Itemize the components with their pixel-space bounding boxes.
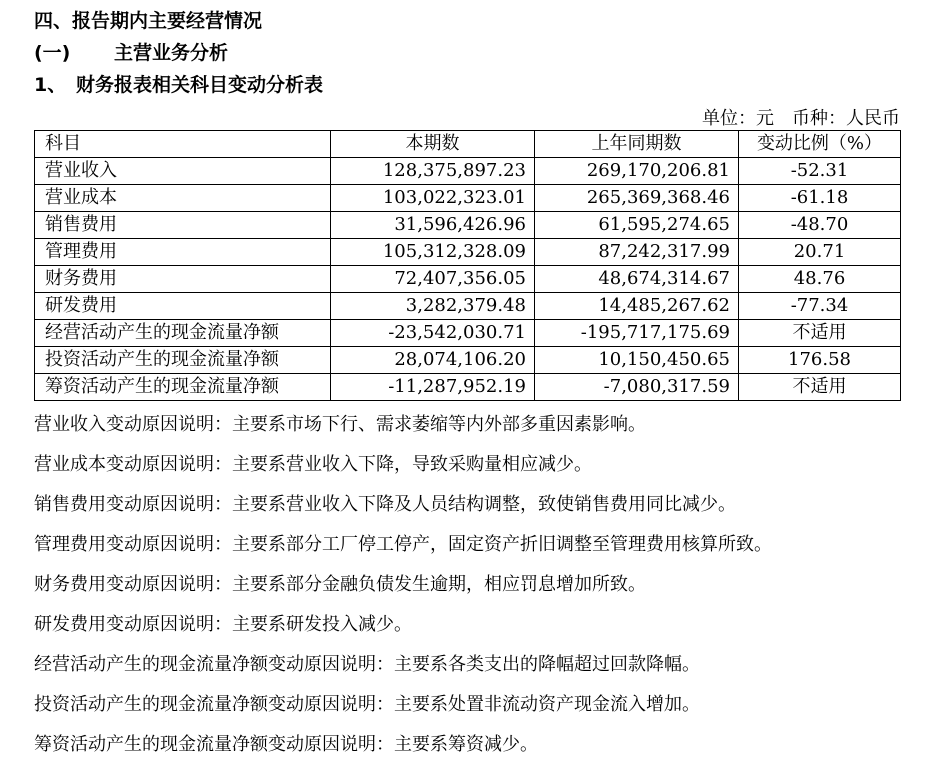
- cell-subject: 管理费用: [35, 239, 331, 266]
- cell-ratio: 20.71: [739, 239, 901, 266]
- cell-current: 28,074,106.20: [331, 347, 535, 374]
- cell-prior: 269,170,206.81: [535, 158, 739, 185]
- header-subject: 科目: [35, 131, 331, 158]
- table-row: [35, 185, 901, 212]
- cell-subject: 筹资活动产生的现金流量净额: [35, 374, 331, 401]
- item-number: 1、: [34, 74, 67, 96]
- cell-prior: 10,150,450.65: [535, 347, 739, 374]
- cell-ratio: 176.58: [739, 347, 901, 374]
- header-prior-period: 上年同期数: [535, 131, 739, 158]
- cell-current: 3,282,379.48: [331, 293, 535, 320]
- cell-ratio: 不适用: [739, 320, 901, 347]
- note-selling-expense: 销售费用变动原因说明：主要系营业收入下降及人员结构调整，致使销售费用同比减少。: [34, 494, 736, 515]
- note-revenue: 营业收入变动原因说明：主要系市场下行、需求萎缩等内外部多重因素影响。: [34, 414, 646, 435]
- subsection-title: 主营业务分析: [114, 42, 229, 64]
- cell-subject: 经营活动产生的现金流量净额: [35, 320, 331, 347]
- table-row: [35, 266, 901, 293]
- cell-prior: 61,595,274.65: [535, 212, 739, 239]
- note-admin-expense: 管理费用变动原因说明：主要系部分工厂停工停产，固定资产折旧调整至管理费用核算所致。: [34, 534, 772, 555]
- cell-current: 128,375,897.23: [331, 158, 535, 185]
- table-row: [35, 347, 901, 374]
- cell-current: 103,022,323.01: [331, 185, 535, 212]
- cell-ratio: -61.18: [739, 185, 901, 212]
- cell-ratio: 不适用: [739, 374, 901, 401]
- cell-prior: 14,485,267.62: [535, 293, 739, 320]
- header-change-ratio: 变动比例（%）: [739, 131, 901, 158]
- cell-current: 72,407,356.05: [331, 266, 535, 293]
- item-heading: [34, 70, 323, 97]
- cell-subject: 投资活动产生的现金流量净额: [35, 347, 331, 374]
- table-header-row: [35, 131, 901, 158]
- item-title: 财务报表相关科目变动分析表: [76, 74, 324, 96]
- subsection-number: (一): [34, 42, 71, 64]
- table-row: [35, 293, 901, 320]
- cell-subject: 研发费用: [35, 293, 331, 320]
- cell-ratio: -52.31: [739, 158, 901, 185]
- note-operating-cashflow: 经营活动产生的现金流量净额变动原因说明：主要系各类支出的降幅超过回款降幅。: [34, 654, 700, 675]
- note-finance-expense: 财务费用变动原因说明：主要系部分金融负债发生逾期，相应罚息增加所致。: [34, 574, 646, 595]
- cell-ratio: -48.70: [739, 212, 901, 239]
- cell-prior: -7,080,317.59: [535, 374, 739, 401]
- cell-current: 31,596,426.96: [331, 212, 535, 239]
- header-current-period: 本期数: [331, 131, 535, 158]
- cell-subject: 财务费用: [35, 266, 331, 293]
- cell-subject: 营业收入: [35, 158, 331, 185]
- unit-currency-line: 单位：元 币种：人民币: [702, 108, 900, 129]
- cell-current: -23,542,030.71: [331, 320, 535, 347]
- note-operating-cost: 营业成本变动原因说明：主要系营业收入下降，导致采购量相应减少。: [34, 454, 592, 475]
- cell-subject: 销售费用: [35, 212, 331, 239]
- cell-current: -11,287,952.19: [331, 374, 535, 401]
- table-row: [35, 320, 901, 347]
- cell-ratio: -77.34: [739, 293, 901, 320]
- cell-prior: 87,242,317.99: [535, 239, 739, 266]
- note-rd-expense: 研发费用变动原因说明：主要系研发投入减少。: [34, 614, 412, 635]
- note-investing-cashflow: 投资活动产生的现金流量净额变动原因说明：主要系处置非流动资产现金流入增加。: [34, 694, 700, 715]
- cell-subject: 营业成本: [35, 185, 331, 212]
- table-row: [35, 374, 901, 401]
- cell-prior: 265,369,368.46: [535, 185, 739, 212]
- cell-prior: -195,717,175.69: [535, 320, 739, 347]
- subsection-heading: [34, 38, 228, 65]
- section-heading: 四、报告期内主要经营情况: [34, 10, 263, 32]
- table-row: [35, 158, 901, 185]
- note-financing-cashflow: 筹资活动产生的现金流量净额变动原因说明：主要系筹资减少。: [34, 734, 538, 755]
- table-row: [35, 212, 901, 239]
- cell-ratio: 48.76: [739, 266, 901, 293]
- cell-current: 105,312,328.09: [331, 239, 535, 266]
- table-row: [35, 239, 901, 266]
- cell-prior: 48,674,314.67: [535, 266, 739, 293]
- financial-change-table: [34, 130, 901, 401]
